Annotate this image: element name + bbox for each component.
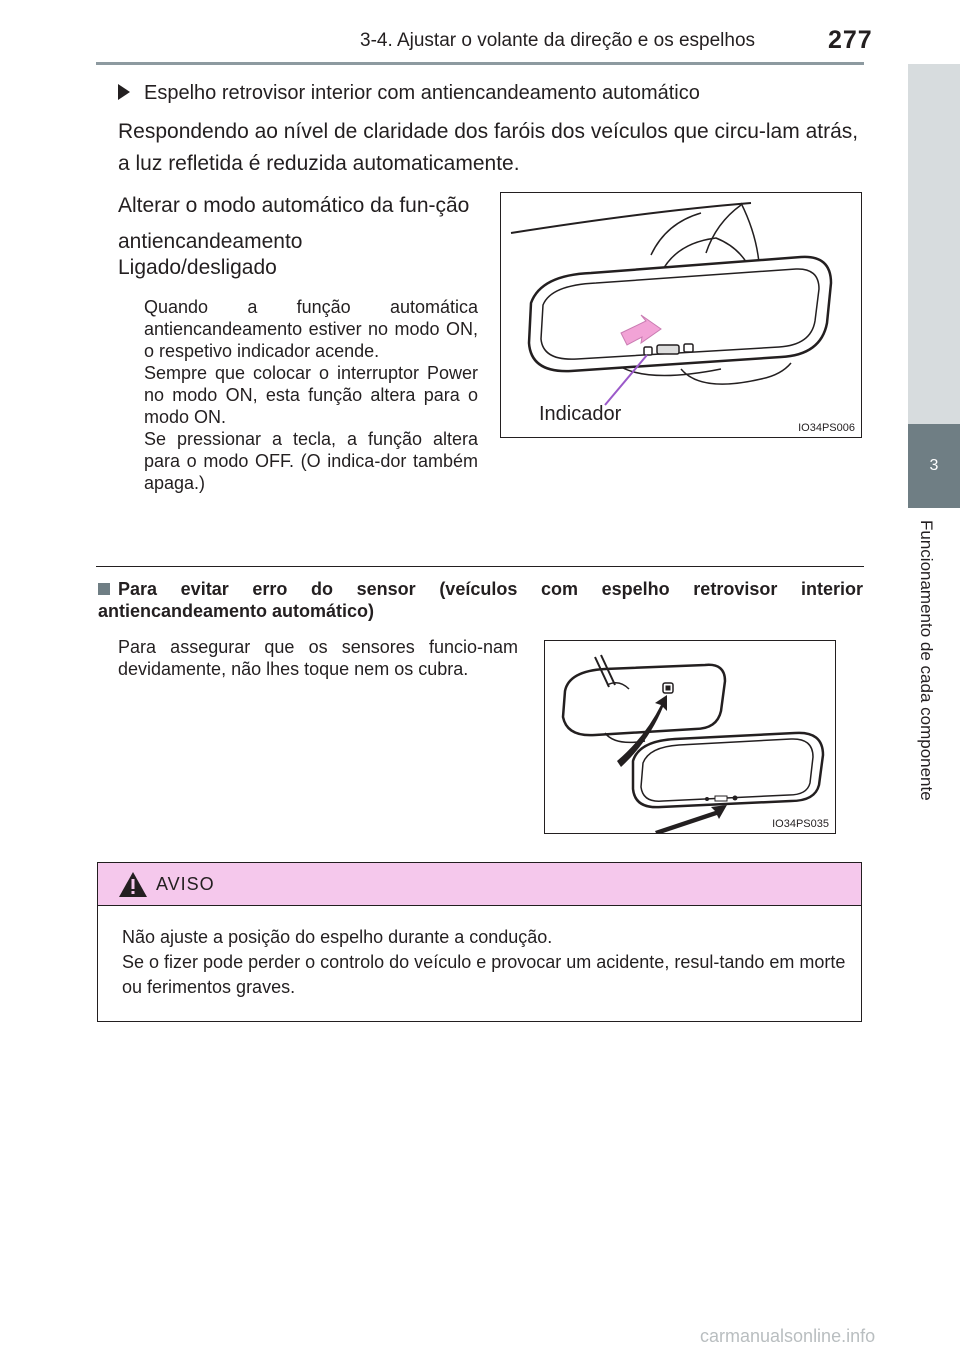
- warning-triangle-icon: [118, 871, 148, 898]
- sensor-heading-text: Para evitar erro do sensor (veículos com espelho retrovisor interior antiencandeamento automático): [98, 579, 863, 621]
- warning-box: [97, 862, 862, 1022]
- triangle-bullet-icon: [118, 84, 130, 100]
- mode-description-1: Quando a função automática antiencandeamento estiver no modo ON, o respetivo indicador acende.: [144, 297, 478, 361]
- mirror-indicator-figure: [500, 192, 862, 438]
- mode-description-3: Se pressionar a tecla, a função altera para o modo OFF. (O indica-dor também apaga.): [144, 429, 478, 493]
- warning-header: [98, 863, 861, 906]
- sensor-location-figure: [544, 640, 836, 834]
- header-divider: [96, 62, 864, 65]
- sensor-illustration: [545, 641, 835, 833]
- warning-title: AVISO: [156, 874, 215, 894]
- running-header: 3-4. Ajustar o volante da direção e os espelhos: [360, 30, 756, 51]
- chapter-tab: [908, 514, 960, 864]
- footer-watermark: carmanualsonline.info: [700, 1326, 876, 1346]
- chapter-tab-number: 3: [908, 424, 960, 508]
- square-bullet-icon: [98, 583, 110, 595]
- mode-description: [144, 296, 478, 494]
- section-divider: [96, 566, 864, 567]
- warning-text: [122, 925, 857, 1000]
- warning-line-2: Se o fizer pode perder o controlo do veículo e provocar um acidente, resul-tando em morte ou ferimentos graves.: [122, 952, 846, 997]
- figure-code: IO34PS006: [798, 422, 855, 434]
- chapter-tab-label: Funcionamento de cada componente: [917, 520, 936, 801]
- sensor-heading: [98, 578, 863, 622]
- page-number: 277: [828, 26, 873, 54]
- mirror-illustration: [501, 193, 861, 437]
- section-heading-text: Espelho retrovisor interior com antiencandeamento automático: [144, 82, 700, 104]
- sensor-paragraph: Para assegurar que os sensores funcio-nam devidamente, não lhes toque nem os cubra.: [118, 637, 518, 679]
- mode-description-2: Sempre que colocar o interruptor Power no modo ON, esta função altera para o modo ON.: [144, 363, 478, 427]
- section-heading: [118, 82, 700, 105]
- mode-subtitle: Ligado/desligado: [118, 256, 277, 279]
- mode-title: Alterar o modo automático da fun-ção antiencandeamento: [118, 194, 470, 253]
- warning-line-1: Não ajuste a posição do espelho durante a condução.: [122, 927, 553, 947]
- side-tab-bar: [908, 64, 960, 424]
- figure-code: IO34PS035: [772, 818, 829, 830]
- indicator-label: Indicador: [539, 403, 622, 425]
- intro-paragraph: Respondendo ao nível de claridade dos faróis dos veículos que circu-lam atrás, a luz refletida é reduzida automaticamente.: [118, 120, 859, 175]
